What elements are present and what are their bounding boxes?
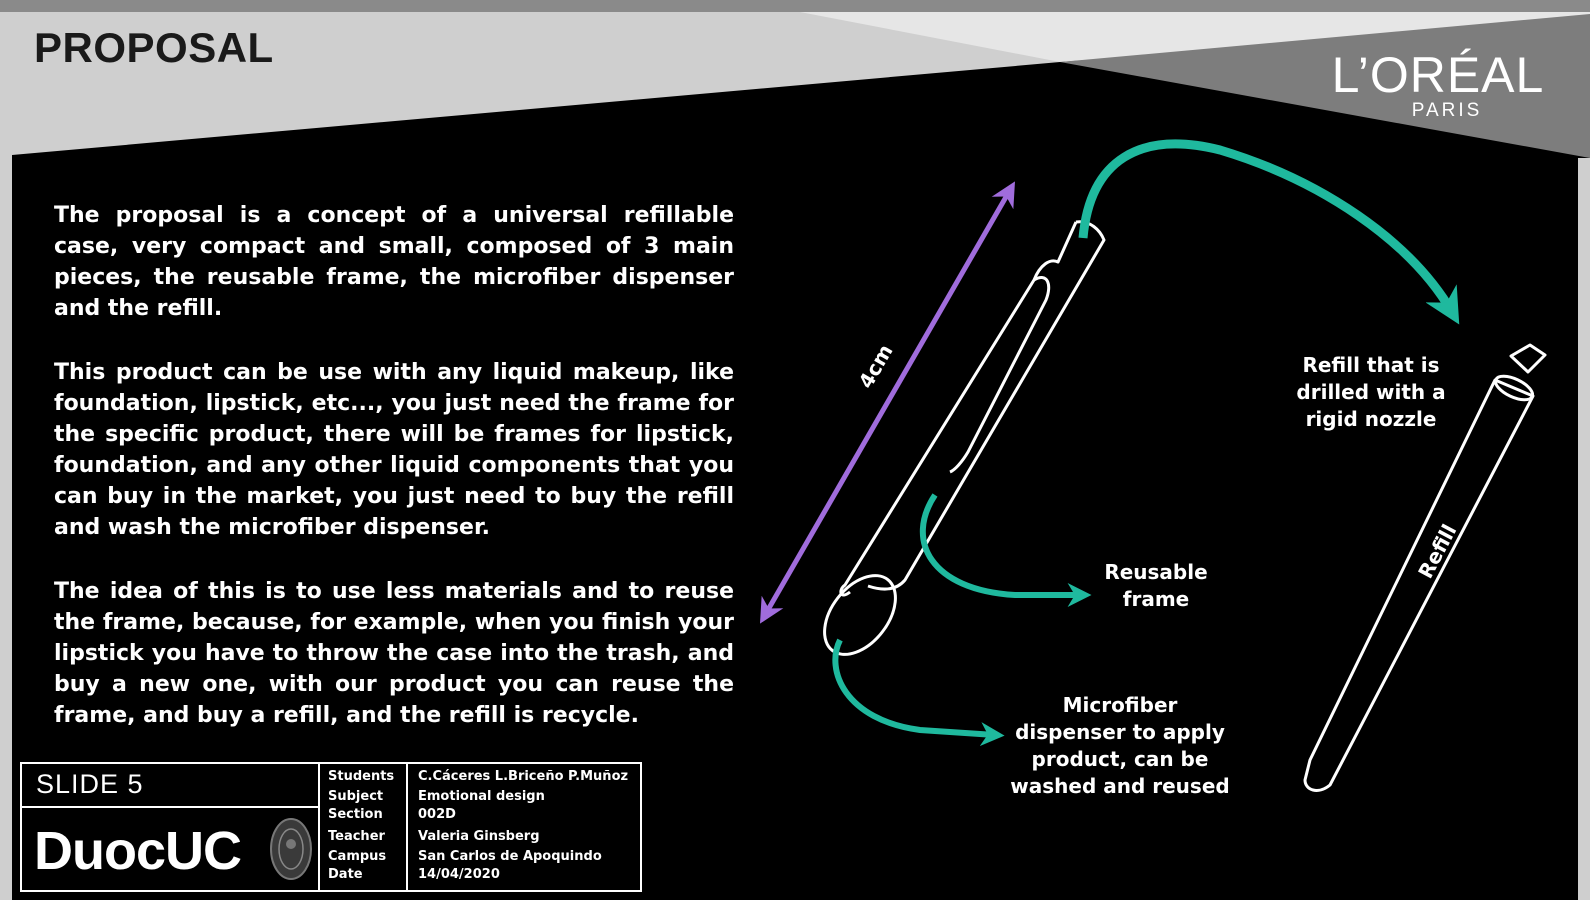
paragraph-2: This product can be use with any liquid makeup, like foundation, lipstick, etc..., you just need the frame for the specific product, there will be frames for lipstick, foundation, and any other liquid components that you can buy in the market, you just need to buy the refill and wash the microfiber dispenser. xyxy=(54,360,734,540)
key-campus: Campus xyxy=(328,849,387,864)
slide-number: SLIDE 5 xyxy=(36,769,144,799)
info-values xyxy=(408,764,640,890)
key-teacher: Teacher xyxy=(328,829,385,844)
page-title: PROPOSAL xyxy=(34,24,274,71)
refill-body-label: Refill xyxy=(1413,520,1462,583)
brand-name: L’ORÉAL xyxy=(1331,47,1545,103)
logo-cell xyxy=(22,808,320,892)
slide-cell xyxy=(22,764,320,808)
dimension-label: 4cm xyxy=(853,340,898,393)
value-teacher: Valeria Ginsberg xyxy=(418,829,540,844)
key-students: Students xyxy=(328,769,395,784)
footer-info-box xyxy=(20,762,642,892)
value-campus: San Carlos de Apoquindo xyxy=(418,849,602,864)
value-subject: Emotional design xyxy=(418,789,545,804)
refill-label: Refill that is drilled with a rigid nozzle xyxy=(1296,353,1446,431)
reusable-frame-drawing xyxy=(810,222,1104,668)
key-subject: Subject xyxy=(328,789,384,804)
seal-icon xyxy=(266,814,316,884)
dimension-arrow xyxy=(765,190,1010,615)
frame-label: Reusable frame xyxy=(1104,560,1208,611)
paragraph-3: The idea of this is to use less materials and to reuse the frame, because, for example, when you finish your lipstick you have to throw the case into the trash, and buy a new one, with our product you can reuse the frame, and buy a refill, and the refill is recycle. xyxy=(54,579,734,728)
key-date: Date xyxy=(328,867,363,882)
refill-arrow xyxy=(1083,144,1452,312)
value-date: 14/04/2020 xyxy=(418,867,500,882)
dispenser-label: Microfiber dispenser to apply product, can be washed and reused xyxy=(1010,693,1230,798)
duocuc-logo: DuocUC xyxy=(34,821,241,881)
value-section: 002D xyxy=(418,807,456,822)
paragraph-1: The proposal is a concept of a universal refillable case, very compact and small, composed of 3 main pieces, the reusable frame, the microfiber dispenser and the refill. xyxy=(54,203,734,321)
dispenser-arrow xyxy=(835,640,995,735)
value-students: C.Cáceres L.Briceño P.Muñoz xyxy=(418,769,629,784)
info-keys xyxy=(320,764,408,890)
key-section: Section xyxy=(328,807,383,822)
brand-sub: PARIS xyxy=(1411,100,1483,121)
